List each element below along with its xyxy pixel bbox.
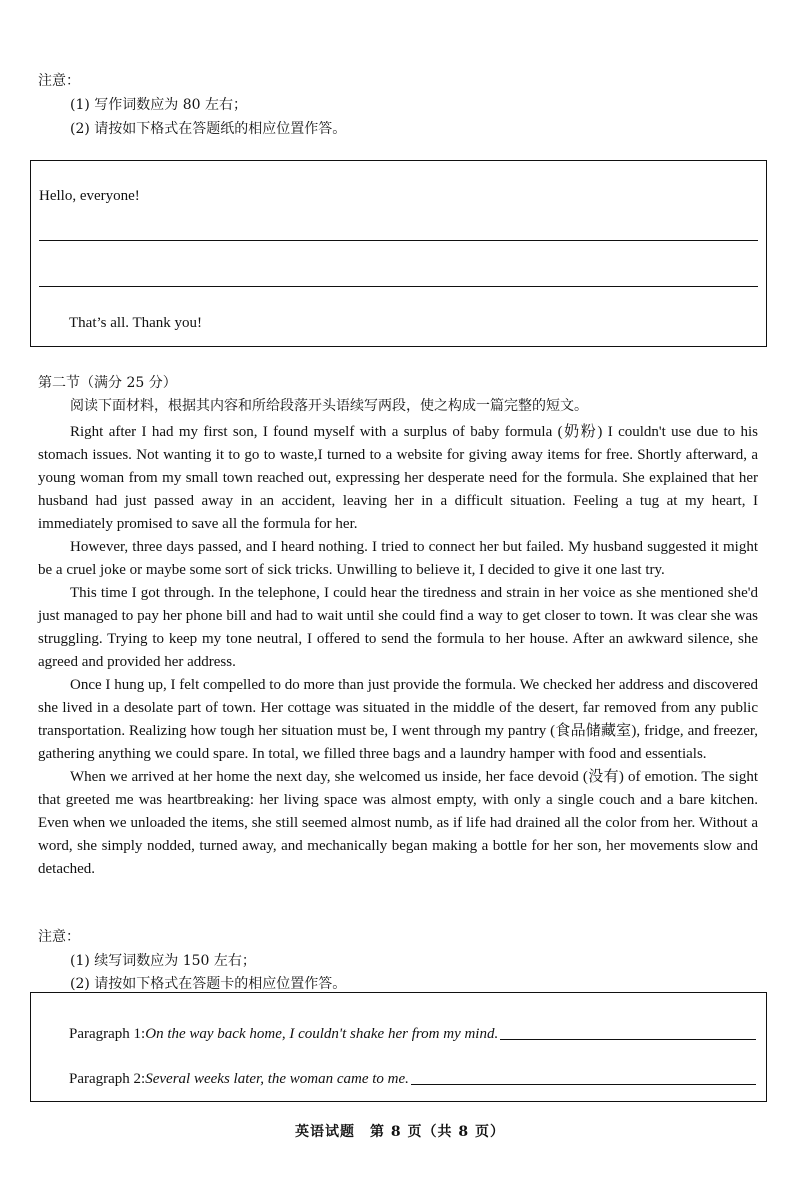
- page-footer: 英语试题 第 8 页（共 8 页）: [295, 1124, 505, 1140]
- note-item-2: (2) 请按如下格式在答题纸的相应位置作答。: [70, 121, 347, 137]
- answer-line: [411, 1084, 756, 1085]
- paragraph-2-line: [69, 1068, 756, 1088]
- paragraph-1-label: Paragraph 1:: [69, 1026, 146, 1042]
- section-title: 第二节（满分 25 分）: [38, 375, 177, 391]
- passage-paragraph: Right after I had my first son, I found myself with a surplus of baby formula (奶粉) I couldn't use due to his stomach issues. Not wanting it to go to waste,I turned to a website for giving away items for free. Shortly afterward, a young woman from my small town reached out, expressing her desperate need for the formula. She explained that her husband had just passed away in an accident, leaving her in a difficult situation. Feeling a tug at my heart, I immediately promised to save all the formula for her.: [38, 424, 758, 532]
- passage-paragraph: When we arrived at her home the next day, she welcomed us inside, her face devoid (没有) of emotion. The sight that greeted me was heartbreaking: her living space was almost empty, with only a single couch and a bare kitchen. Even when we unloaded the items, she still seemed almost numb, as if life had drained all the color from her. Without a word, she simply nodded, turned away, and mechanically began making a bottle for her son, her movements slow and detached.: [38, 769, 758, 877]
- greeting-text: Hello, everyone!: [39, 188, 140, 204]
- note-item-1: (1) 写作词数应为 80 左右；: [70, 97, 247, 113]
- passage-paragraph: However, three days passed, and I heard nothing. I tried to connect her but failed. My husband suggested it might be a cruel joke or maybe some sort of sick tricks. Unwilling to believe it, I decided to give it one last try.: [38, 539, 758, 578]
- closing-text: That’s all. Thank you!: [69, 315, 203, 331]
- answer-line: [500, 1039, 756, 1040]
- paragraph-1-line: [69, 1023, 756, 1043]
- reading-passage: [38, 421, 758, 881]
- note-item-1: (1) 续写词数应为 150 左右；: [70, 953, 256, 969]
- answer-line: [39, 286, 758, 287]
- writing-format-box: [30, 160, 767, 347]
- continuation-format-box: [30, 992, 767, 1102]
- paragraph-2-label: Paragraph 2:: [69, 1071, 146, 1087]
- paragraph-2-starter: Several weeks later, the woman came to me.: [145, 1071, 409, 1087]
- paragraph-1-starter: On the way back home, I couldn't shake her from my mind.: [145, 1026, 499, 1042]
- note-title: 注意：: [38, 73, 80, 89]
- passage-paragraph: Once I hung up, I felt compelled to do more than just provide the formula. We checked her address and discovered she lived in a desolate part of town. Her cottage was situated in the middle of the desert, far removed from any public transportation. Realizing how tough her situation must be, I went through my pantry (食品储藏室), fridge, and freezer, gathering anything we could spare. In total, we filled three bags and a laundry hamper with food and essentials.: [38, 677, 758, 762]
- note-item-2: (2) 请按如下格式在答题卡的相应位置作答。: [70, 976, 347, 992]
- section-instruction: 阅读下面材料，根据其内容和所给段落开头语续写两段，使之构成一篇完整的短文。: [70, 398, 588, 414]
- note-title: 注意：: [38, 929, 80, 945]
- answer-line: [39, 240, 758, 241]
- passage-paragraph: This time I got through. In the telephone, I could hear the tiredness and strain in her voice as she mentioned she'd just managed to pay her phone bill and had to wait until she could find a way to get closer to town. It was clear she was struggling. Trying to keep my tone neutral, I offered to send the formula to her house. After an awkward silence, she agreed and provided her address.: [38, 585, 758, 670]
